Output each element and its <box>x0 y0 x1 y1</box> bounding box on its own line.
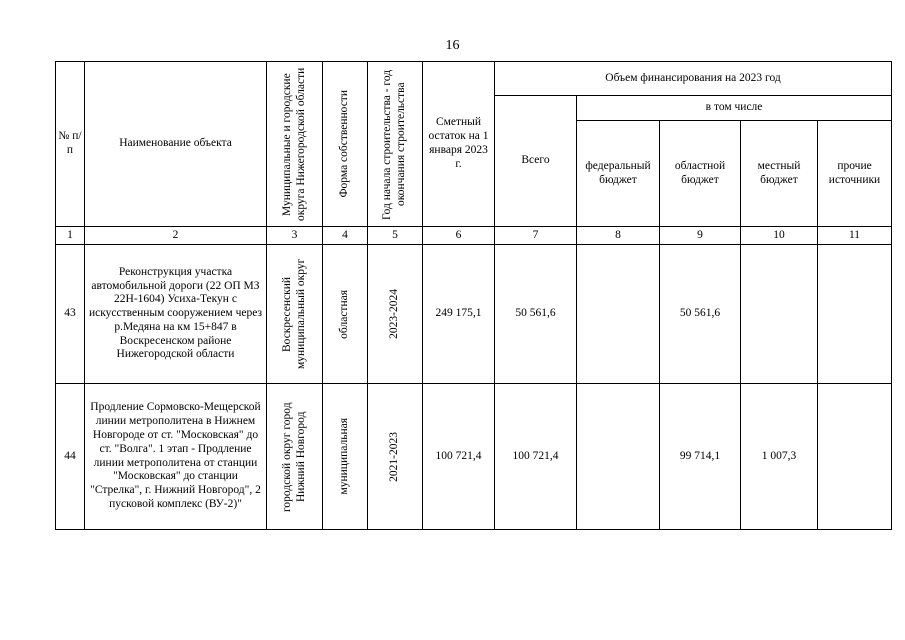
row-years: 2023-2024 <box>388 289 401 339</box>
row-municipality: городской округ город Нижний Новгород <box>280 401 307 512</box>
row-num: 43 <box>56 245 85 384</box>
header-remaining: Сметный остаток на 1 января 2023 г. <box>423 62 495 227</box>
column-number: 9 <box>660 227 741 245</box>
row-municipality-cell <box>267 245 323 384</box>
row-ownership-cell <box>323 384 368 530</box>
row-ownership-cell <box>323 245 368 384</box>
row-name: Продление Сормовско-Мещерской линии метрополитена в Нижнем Новгороде от ст. "Московская" до ст. "Волга". 1 этап - Продление линии метрополитена от станции "Московская" до станции "Стрелка", г. Нижний Новгород", 2 пусковой комплекс (ВУ-2)" <box>85 384 267 530</box>
column-number: 4 <box>323 227 368 245</box>
row-years: 2021-2023 <box>388 431 401 482</box>
header-municipality-cell <box>267 62 323 227</box>
row-municipality-cell <box>267 384 323 530</box>
column-numbers-row <box>56 227 892 245</box>
header-years-cell <box>368 62 423 227</box>
header-num: № п/п <box>56 62 85 227</box>
header-years: Год начала строительства - год окончания строительства <box>381 68 407 220</box>
row-remaining: 249 175,1 <box>423 245 495 384</box>
column-number: 7 <box>495 227 577 245</box>
column-number: 8 <box>577 227 660 245</box>
header-total: Всего <box>495 96 577 227</box>
row-total: 100 721,4 <box>495 384 577 530</box>
row-years-cell <box>368 245 423 384</box>
row-total: 50 561,6 <box>495 245 577 384</box>
header-ownership: Форма собственности <box>338 90 351 198</box>
row-name: Реконструкция участка автомобильной дороги (22 ОП МЗ 22Н-1604) Усиха-Текун с искусственным сооружением через р.Медяна на км 15+847 в Воскресенском районе Нижегородской области <box>85 245 267 384</box>
header-other: прочие источники <box>818 121 892 227</box>
header-municipality: Муниципальные и городские округа Нижегородской области <box>280 67 307 221</box>
page-number: 16 <box>445 38 460 53</box>
column-number: 6 <box>423 227 495 245</box>
header-including: в том числе <box>577 96 892 121</box>
header-local: местный бюджет <box>741 121 818 227</box>
row-regional: 99 714,1 <box>660 384 741 530</box>
row-other <box>818 384 892 530</box>
row-local: 1 007,3 <box>741 384 818 530</box>
header-ownership-cell <box>323 62 368 227</box>
row-num: 44 <box>56 384 85 530</box>
table-row <box>56 384 892 530</box>
row-federal <box>577 384 660 530</box>
header-regional: областной бюджет <box>660 121 741 227</box>
column-number: 1 <box>56 227 85 245</box>
row-regional: 50 561,6 <box>660 245 741 384</box>
header-name: Наименование объекта <box>85 62 267 227</box>
column-number: 5 <box>368 227 423 245</box>
column-number: 2 <box>85 227 267 245</box>
row-other <box>818 245 892 384</box>
row-federal <box>577 245 660 384</box>
row-ownership: областная <box>338 289 351 339</box>
row-local <box>741 245 818 384</box>
row-ownership: муниципальная <box>338 418 351 495</box>
header-federal: федеральный бюджет <box>577 121 660 227</box>
financing-table <box>55 61 892 530</box>
header-financing-group: Объем финансирования на 2023 год <box>495 62 892 96</box>
row-remaining: 100 721,4 <box>423 384 495 530</box>
table-row <box>56 245 892 384</box>
row-years-cell <box>368 384 423 530</box>
column-number: 3 <box>267 227 323 245</box>
column-number: 11 <box>818 227 892 245</box>
column-number: 10 <box>741 227 818 245</box>
row-municipality: Воскресенский муниципальный округ <box>280 258 307 370</box>
